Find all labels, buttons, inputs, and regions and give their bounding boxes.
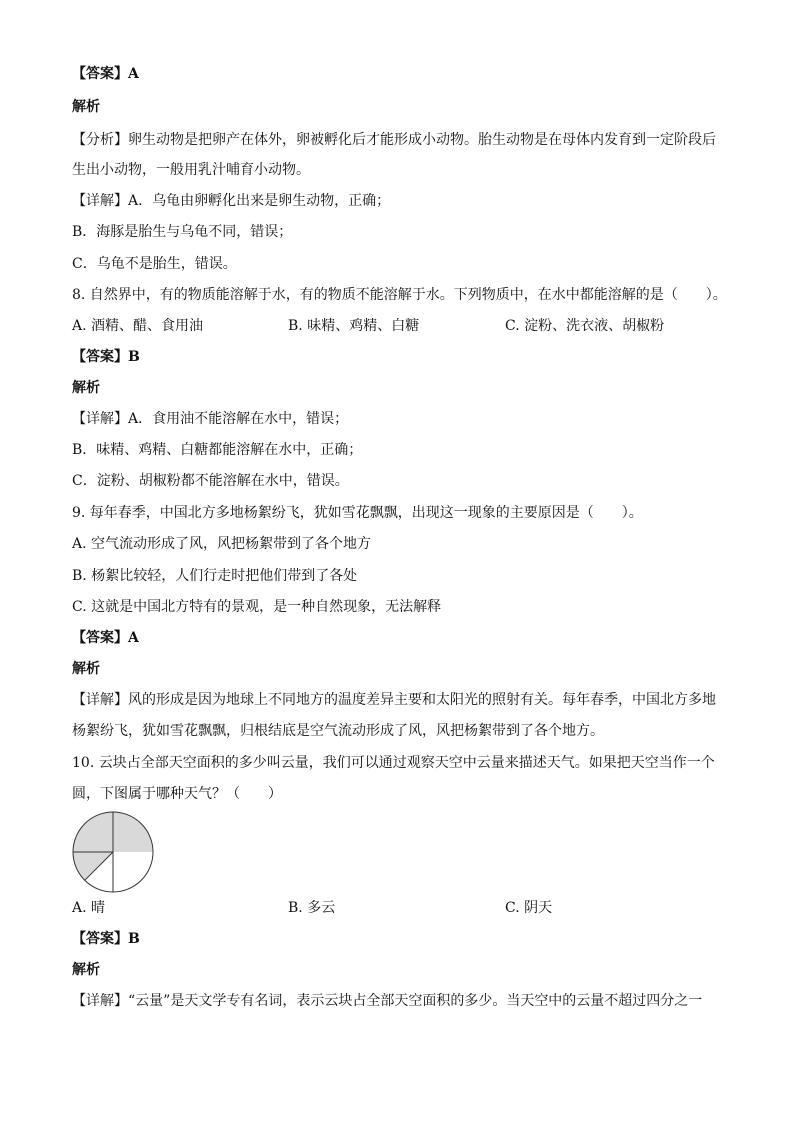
question-10: 10. 云块占全部天空面积的多少叫云量，我们可以通过观察天空中云量来描述天气。如果把天空当作一个 <box>72 755 715 771</box>
answer-label-q7: 【答案】A <box>72 66 139 82</box>
cloud-cover-figure <box>71 811 155 893</box>
q8-option-c: C. 淀粉、洗衣液、胡椒粉 <box>505 318 665 334</box>
q8-option-a: A. 酒精、醋、食用油 <box>72 318 204 334</box>
analysis-text-cont: 生出小动物，一般用乳汁哺育小动物。 <box>72 162 310 178</box>
analysis-text: 【分析】卵生动物是把卵产在体外，卵被孵化后才能形成小动物。胎生动物是在母体内发育到一定阶段后 <box>72 132 716 148</box>
q10-option-b: B. 多云 <box>288 900 336 916</box>
answer-label-q8: 【答案】B <box>72 349 140 365</box>
answer-label-q9: 【答案】A <box>72 630 139 646</box>
detail-q8-b: B．味精、鸡精、白糖都能溶解在水中，正确； <box>72 442 363 458</box>
detail-q9-cont: 杨絮纷飞，犹如雪花飘飘，归根结底是空气流动形成了风，风把杨絮带到了各个地方。 <box>72 723 604 739</box>
q10-option-c: C. 阴天 <box>505 900 553 916</box>
q10-option-a: A. 晴 <box>72 900 106 916</box>
q8-option-b: B. 味精、鸡精、白糖 <box>288 318 420 334</box>
question-9: 9. 每年春季，中国北方多地杨絮纷飞，犹如雪花飘飘，出现这一现象的主要原因是（ ）。 <box>72 505 643 521</box>
analysis-heading-q10: 解析 <box>72 962 100 978</box>
analysis-heading-q9: 解析 <box>72 661 100 677</box>
q9-option-c: C. 这就是中国北方特有的景观，是一种自然现象，无法解释 <box>72 599 442 615</box>
detail-q8-a: 【详解】A．食用油不能溶解在水中，错误； <box>72 411 349 427</box>
detail-q7-b: B．海豚是胎生与乌龟不同，错误； <box>72 224 293 240</box>
analysis-heading-q8: 解析 <box>72 380 100 396</box>
q8-options <box>72 316 722 336</box>
detail-q10: 【详解】“云量”是天文学专有名词，表示云块占全部天空面积的多少。当天空中的云量不超过四分之一 <box>72 993 703 1009</box>
detail-q8-c: C．淀粉、胡椒粉都不能溶解在水中，错误。 <box>72 473 349 489</box>
answer-label-q10: 【答案】B <box>72 931 140 947</box>
question-10-cont: 圆，下图属于哪种天气？（ ） <box>72 786 282 802</box>
detail-q7-c: C．乌龟不是胎生，错误。 <box>72 256 237 272</box>
q9-option-a: A. 空气流动形成了风，风把杨絮带到了各个地方 <box>72 536 372 552</box>
detail-q7-a: 【详解】A．乌龟由卵孵化出来是卵生动物，正确； <box>72 193 391 209</box>
q9-option-b: B. 杨絮比较轻，人们行走时把他们带到了各处 <box>72 568 358 584</box>
analysis-heading-q7: 解析 <box>72 99 100 115</box>
question-8: 8. 自然界中，有的物质能溶解于水，有的物质不能溶解于水。下列物质中，在水中都能溶解的是（ ）。 <box>72 287 727 303</box>
q10-options <box>72 898 722 918</box>
detail-q9: 【详解】风的形成是因为地球上不同地方的温度差异主要和太阳光的照射有关。每年春季，中国北方多地 <box>72 692 716 708</box>
